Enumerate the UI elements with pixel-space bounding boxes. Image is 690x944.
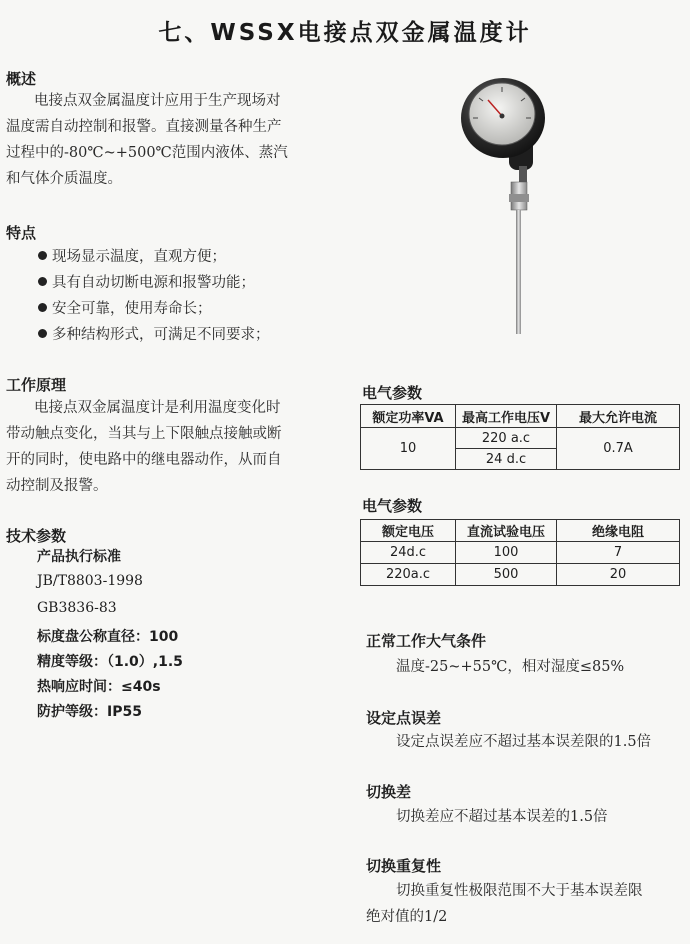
switch-heading: 切换差 (366, 783, 412, 801)
specs-block (37, 546, 337, 726)
list-item: 安全可靠，使用寿命长； (38, 296, 270, 322)
setpoint-heading: 设定点误差 (366, 709, 442, 727)
table-cell: 7 (557, 542, 680, 564)
list-item: 多种结构形式，可满足不同要求； (38, 322, 270, 348)
table-cell: 220a.c (361, 564, 456, 586)
principle-paragraph (6, 395, 346, 499)
stem-shape (516, 210, 521, 334)
list-item: 现场显示温度，直观方便； (38, 244, 270, 270)
repeat-line-2: 绝对值的1/2 (366, 909, 448, 925)
col-header: 直流试验电压 (456, 520, 557, 542)
principle-line-4: 动控制及报警。 (6, 478, 108, 494)
col-header: 额定电压 (361, 520, 456, 542)
spec-standard-label: 产品执行标准 (37, 549, 121, 565)
repeat-line-1: 切换重复性极限范围不大于基本误差限 (396, 883, 643, 899)
overview-heading: 概述 (6, 70, 37, 88)
col-header: 绝缘电阻 (557, 520, 680, 542)
switch-text: 切换差应不超过基本误差的1.5倍 (396, 809, 608, 825)
list-item: 具有自动切断电源和报警功能； (38, 270, 270, 296)
bullet-icon (38, 303, 47, 312)
spec-dial: 标度盘公称直径：100 (37, 629, 179, 645)
table-cell: 10 (361, 428, 456, 470)
overview-line-1: 电接点双金属温度计应用于生产现场对 (34, 93, 281, 109)
spec-standard-1: JB/T8803-1998 (37, 573, 143, 589)
specs-heading: 技术参数 (6, 527, 67, 545)
overview-line-3: 过程中的-80℃~+500℃范围内液体、蒸汽 (6, 145, 288, 161)
repeat-heading: 切换重复性 (366, 857, 442, 875)
table-cell: 220 a.c (456, 428, 557, 449)
page-title: 七、WSSX电接点双金属温度计 (158, 20, 532, 46)
elec-table-1 (360, 404, 680, 470)
spec-response: 热响应时间：≤40s (37, 679, 161, 695)
col-header: 最高工作电压V (456, 405, 557, 428)
principle-line-2: 带动触点变化，当其与上下限触点接触或断 (6, 426, 282, 442)
elec-table-2 (360, 519, 680, 586)
table-cell: 0.7A (557, 428, 680, 470)
thermometer-image (455, 70, 575, 340)
principle-heading: 工作原理 (6, 376, 67, 394)
col-header: 额定功率VA (361, 405, 456, 428)
overview-paragraph (6, 88, 346, 192)
spec-protection: 防护等级：IP55 (37, 704, 142, 720)
elec1-heading: 电气参数 (362, 384, 423, 402)
col-header: 最大允许电流 (557, 405, 680, 428)
elec2-heading: 电气参数 (362, 497, 423, 515)
atm-text: 温度-25~+55℃，相对湿度≤85% (396, 659, 625, 675)
features-list (38, 244, 270, 348)
overview-line-2: 温度需自动控制和报警。直接测量各种生产 (6, 119, 282, 135)
gland-shape (519, 166, 527, 182)
table-cell: 100 (456, 542, 557, 564)
table-cell: 20 (557, 564, 680, 586)
features-heading: 特点 (6, 224, 37, 242)
bullet-icon (38, 329, 47, 338)
table-cell: 24d.c (361, 542, 456, 564)
overview-line-4: 和气体介质温度。 (6, 171, 122, 187)
setpoint-text: 设定点误差应不超过基本误差限的1.5倍 (396, 734, 652, 750)
pivot-shape (500, 114, 505, 119)
bullet-icon (38, 277, 47, 286)
spec-standard-2: GB3836-83 (37, 600, 117, 616)
principle-line-1: 电接点双金属温度计是利用温度变化时 (34, 400, 281, 416)
table-cell: 500 (456, 564, 557, 586)
table-row (361, 564, 680, 586)
principle-line-3: 开的同时，使电路中的继电器动作，从而自 (6, 452, 282, 468)
table-row (361, 542, 680, 564)
nut-shape (509, 194, 529, 202)
spec-accuracy: 精度等级：（1.0）,1.5 (37, 654, 183, 670)
table-cell: 24 d.c (456, 449, 557, 470)
atm-heading: 正常工作大气条件 (366, 632, 487, 650)
bullet-icon (38, 251, 47, 260)
